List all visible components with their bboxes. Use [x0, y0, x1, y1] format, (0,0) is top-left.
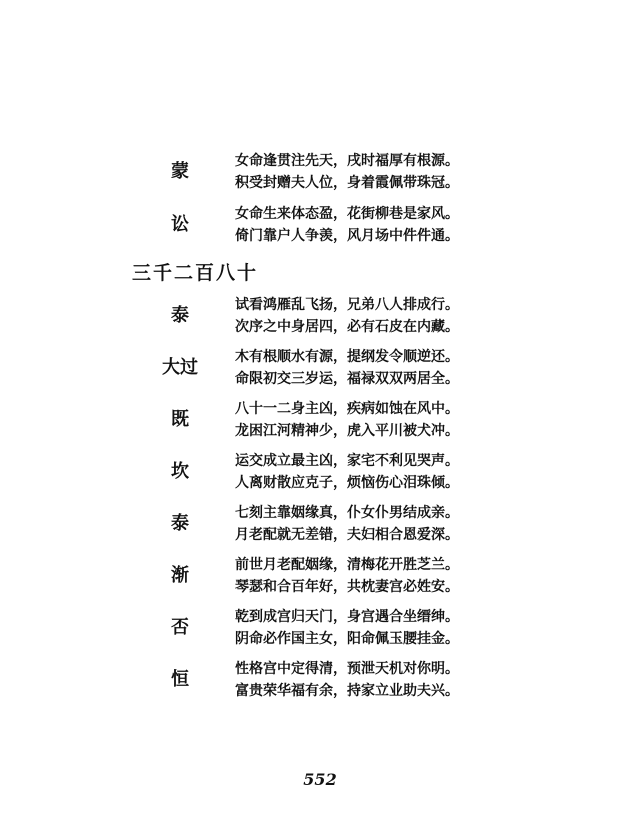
verse-entry [0, 150, 640, 202]
verse-line: 龙困江河精神少，虎入平川被犬冲。 [235, 423, 459, 439]
verse-entry [0, 502, 640, 554]
verse-text [235, 450, 459, 494]
verse-entry [0, 203, 640, 255]
hexagram-name: 蒙 [171, 161, 189, 182]
verse-line: 琴瑟和合百年好，共枕妻宫必姓安。 [235, 579, 459, 595]
verse-text [235, 658, 459, 702]
verse-text [235, 606, 459, 650]
verse-line: 命限初交三岁运，福禄双双两居全。 [235, 371, 459, 387]
verse-entry [0, 606, 640, 658]
hexagram-name: 否 [171, 617, 189, 638]
verse-entry [0, 554, 640, 606]
verse-line: 前世月老配姻缘，清梅花开胜芝兰。 [235, 557, 459, 573]
verse-line: 月老配就无差错，夫妇相合恩爱深。 [235, 527, 459, 543]
verse-text [235, 203, 459, 247]
verse-line: 倚门靠户人争羡，风月场中件件通。 [235, 228, 459, 244]
verse-text [235, 346, 459, 390]
verse-text [235, 398, 459, 442]
verse-line: 七刻主靠姻缘真，仆女仆男结成亲。 [235, 505, 459, 521]
verse-entry [0, 658, 640, 710]
hexagram-name: 既 [171, 409, 189, 430]
verse-line: 试看鸿雁乱飞扬，兄弟八人排成行。 [235, 297, 459, 313]
verse-line: 女命生来体态盈，花街柳巷是家风。 [235, 206, 459, 222]
hexagram-name: 渐 [171, 565, 189, 586]
verse-line: 阴命必作国主女，阳命佩玉腰挂金。 [235, 631, 459, 647]
hexagram-name: 泰 [171, 513, 189, 534]
verse-text [235, 502, 459, 546]
verse-line: 人离财散应克子，烦恼伤心泪珠倾。 [235, 475, 459, 491]
verse-entry [0, 450, 640, 502]
verse-text [235, 554, 459, 598]
verse-line: 乾到成宫归天门，身宫遇合坐缙绅。 [235, 609, 459, 625]
verse-line: 八十一二身主凶，疾病如蚀在风中。 [235, 401, 459, 417]
hexagram-name: 坎 [171, 461, 189, 482]
verse-entry [0, 294, 640, 346]
verse-line: 女命逢贯注先天，戌时福厚有根源。 [235, 153, 459, 169]
verse-entry [0, 398, 640, 450]
hexagram-name: 恒 [171, 669, 189, 690]
verse-line: 积受封赠夫人位，身着霞佩带珠冠。 [235, 175, 459, 191]
verse-text [235, 150, 459, 194]
verse-line: 木有根顺水有源，提纲发令顺逆还。 [235, 349, 459, 365]
hexagram-name: 讼 [171, 214, 189, 235]
verse-line: 次序之中身居四，必有石皮在内藏。 [235, 319, 459, 335]
verse-line: 性格宫中定得清，预泄天机对你明。 [235, 661, 459, 677]
page-number: 552 [303, 770, 337, 789]
verse-entry [0, 346, 640, 398]
verse-line: 运交成立最主凶，家宅不利见哭声。 [235, 453, 459, 469]
hexagram-name: 泰 [171, 305, 189, 326]
verse-text [235, 294, 459, 338]
verse-line: 富贵荣华福有余，持家立业助夫兴。 [235, 683, 459, 699]
section-title: 三千二百八十 [132, 262, 259, 284]
hexagram-name: 大过 [162, 357, 198, 378]
